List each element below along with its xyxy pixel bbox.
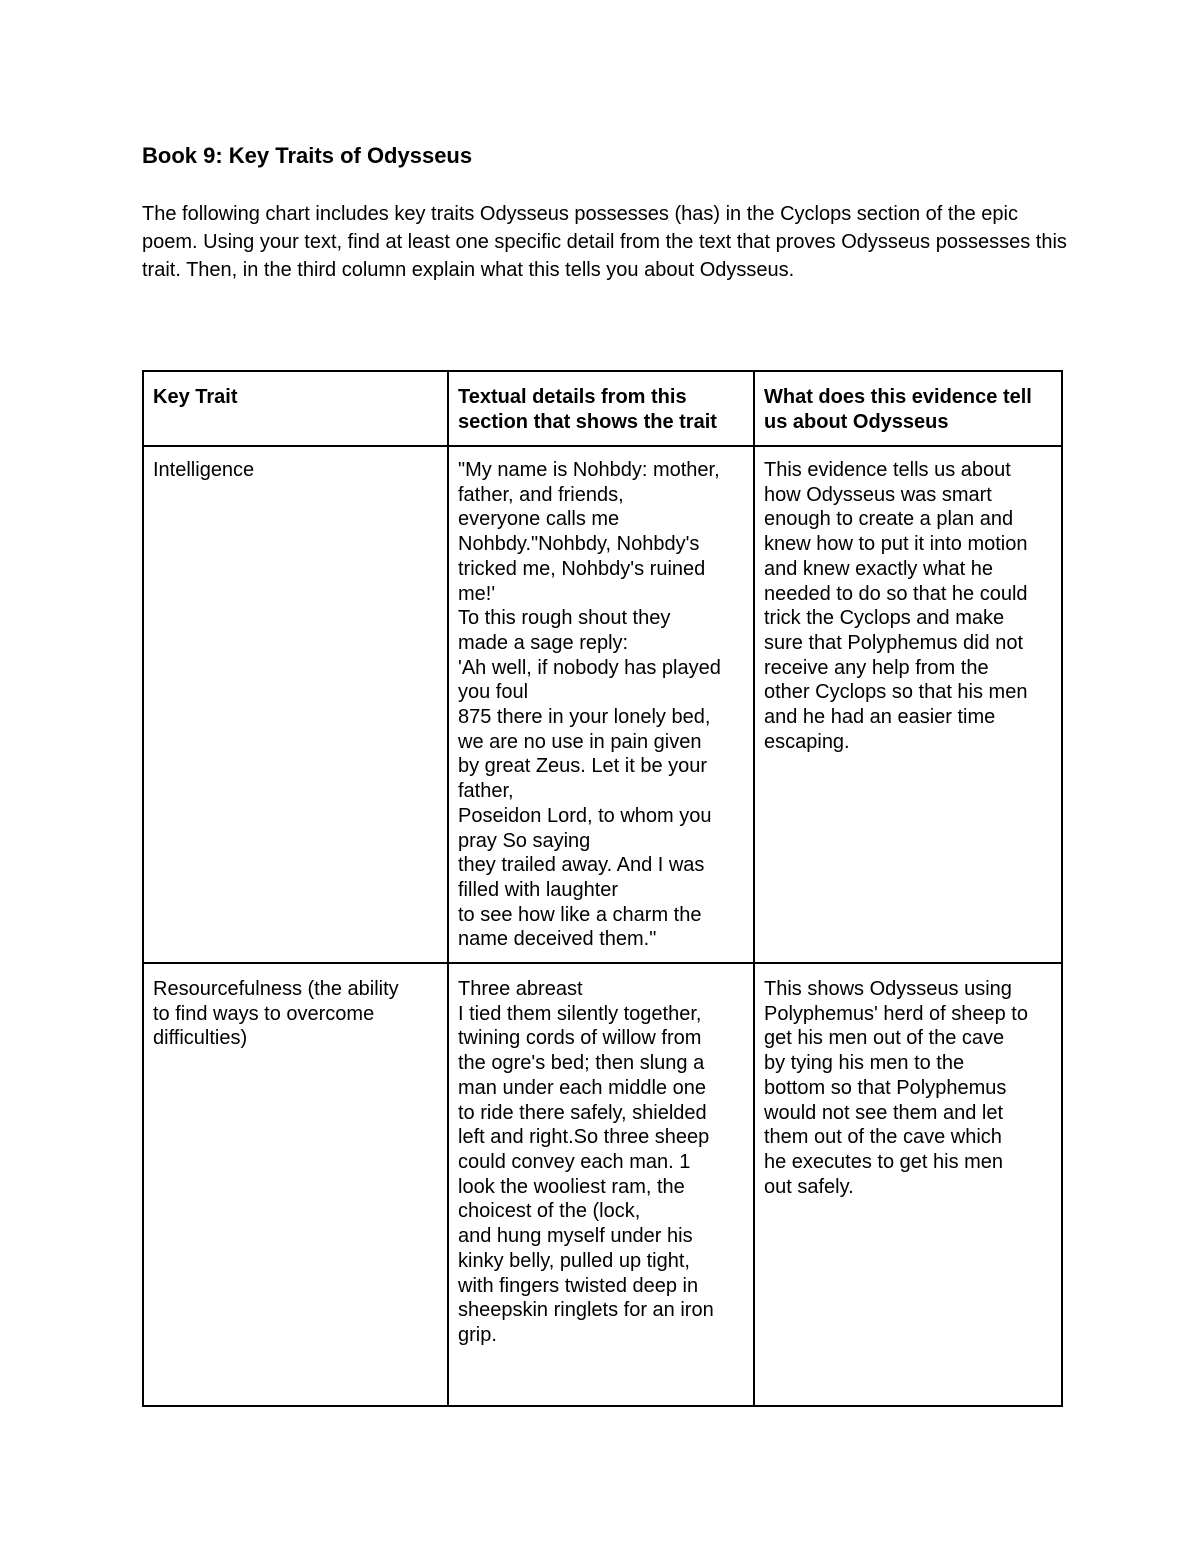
evidence-cell: [754, 963, 1062, 1406]
text-line: how Odysseus was smart: [764, 483, 992, 506]
text-line: To this rough shout they: [458, 607, 671, 630]
text-line: other Cyclops so that his men: [764, 681, 1028, 704]
trait-cell: Intelligence: [143, 446, 448, 963]
text-line: everyone calls me: [458, 508, 620, 531]
text-line: with fingers twisted deep in: [458, 1274, 699, 1297]
evidence-cell: [754, 446, 1062, 963]
text-line: pray So saying: [458, 829, 591, 852]
text-line: look the wooliest ram, the: [458, 1175, 685, 1198]
text-line: they trailed away. And I was: [458, 854, 705, 877]
header-textual-details: Textual details from this section that shows the trait: [448, 371, 754, 446]
text-line: out safely.: [764, 1175, 854, 1198]
text-line: he executes to get his men: [764, 1150, 1004, 1173]
text-line: kinky belly, pulled up tight,: [458, 1249, 690, 1272]
text-line: choicest of the (lock,: [458, 1200, 641, 1223]
table-header-row: [143, 371, 1062, 446]
text-line: could convey each man. 1: [458, 1150, 691, 1173]
text-line: 875 there in your lonely bed,: [458, 706, 711, 729]
text-line: left and right.So three sheep: [458, 1126, 710, 1149]
text-line: get his men out of the cave: [764, 1027, 1005, 1050]
text-line: and knew exactly what he: [764, 557, 994, 580]
text-line: bottom so that Polyphemus: [764, 1076, 1007, 1099]
text-line: trick the Cyclops and make: [764, 607, 1005, 630]
header-key-trait: Key Trait: [143, 371, 448, 446]
text-line: to ride there safely, shielded: [458, 1101, 707, 1124]
table-row: [143, 446, 1062, 963]
text-line: receive any help from the: [764, 656, 989, 679]
text-line: difficulties): [153, 1027, 248, 1050]
text-line: and he had an easier time: [764, 706, 996, 729]
page-title: Book 9: Key Traits of Odysseus: [142, 143, 473, 168]
text-line: Poseidon Lord, to whom you: [458, 804, 712, 827]
text-line: would not see them and let: [764, 1101, 1004, 1124]
text-line: name deceived them.": [458, 928, 657, 951]
details-cell: [448, 963, 754, 1406]
text-line: sure that Polyphemus did not: [764, 631, 1024, 654]
text-line: by tying his men to the: [764, 1052, 965, 1075]
text-line: me!': [458, 582, 496, 605]
text-line: 'Ah well, if nobody has played: [458, 656, 721, 679]
text-line: needed to do so that he could: [764, 582, 1028, 605]
text-line: filled with laughter: [458, 878, 619, 901]
text-line: tricked me, Nohbdy's ruined: [458, 557, 706, 580]
text-line: and hung myself under his: [458, 1225, 693, 1248]
intro-paragraph: The following chart includes key traits Odysseus possesses (has) in the Cyclops section of the epic poem. Using your text, find at least one specific detail from the text that proves Odysseus possesses this trait. Then, in the third column explain what this tells you about Odysseus.: [142, 203, 1067, 281]
text-line: sheepskin ringlets for an iron: [458, 1299, 714, 1322]
header-evidence-meaning: What does this evidence tell us about Odysseus: [754, 371, 1062, 446]
text-line: father, and friends,: [458, 483, 624, 506]
text-line: grip.: [458, 1323, 497, 1346]
text-line: twining cords of willow from: [458, 1027, 702, 1050]
details-cell: [448, 446, 754, 963]
text-line: to see how like a charm the: [458, 903, 702, 926]
text-line: father,: [458, 780, 514, 803]
text-line: them out of the cave which: [764, 1126, 1002, 1149]
text-line: escaping.: [764, 730, 850, 753]
text-line: enough to create a plan and: [764, 508, 1014, 531]
text-line: we are no use in pain given: [458, 730, 702, 753]
text-line: This evidence tells us about: [764, 459, 1011, 481]
text-line: the ogre's bed; then slung a: [458, 1052, 705, 1075]
text-line: Nohbdy."Nohbdy, Nohbdy's: [458, 533, 700, 556]
traits-table: [142, 370, 1063, 1407]
table-row: [143, 963, 1062, 1406]
text-line: knew how to put it into motion: [764, 533, 1028, 556]
text-line: This shows Odysseus using: [764, 978, 1012, 1001]
text-line: Three abreast: [458, 978, 583, 1001]
text-line: "My name is Nohbdy: mother,: [458, 459, 720, 481]
text-line: you foul: [458, 681, 529, 704]
text-line: made a sage reply:: [458, 631, 629, 654]
text-line: I tied them silently together,: [458, 1002, 702, 1025]
text-line: Resourcefulness (the ability: [153, 978, 399, 1001]
text-line: to find ways to overcome: [153, 1002, 375, 1025]
text-line: Polyphemus' herd of sheep to: [764, 1002, 1028, 1025]
text-line: man under each middle one: [458, 1076, 706, 1099]
text-line: by great Zeus. Let it be your: [458, 755, 708, 778]
trait-cell: [143, 963, 448, 1406]
